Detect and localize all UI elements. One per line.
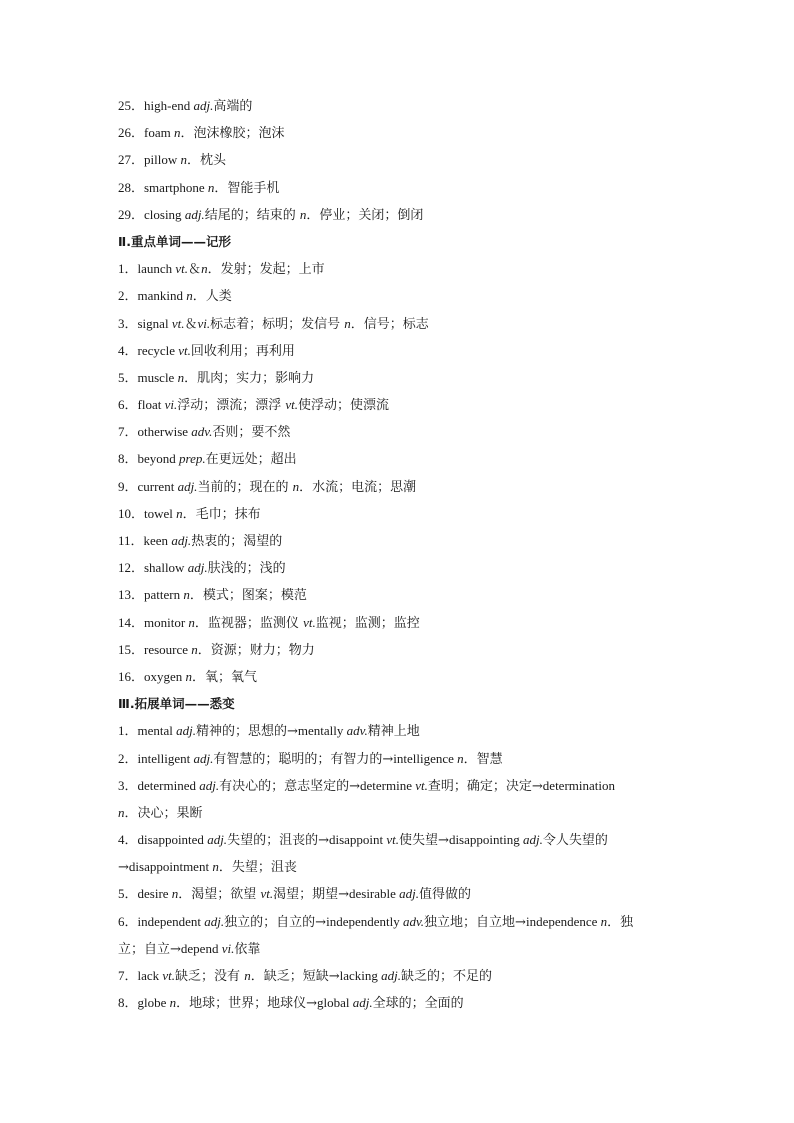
vocab-entry-line bbox=[118, 636, 680, 663]
part-of-speech: n bbox=[173, 125, 181, 141]
part-of-speech: adj. bbox=[204, 913, 225, 929]
part-of-speech: n bbox=[207, 179, 215, 195]
chinese-text: 使失望→ bbox=[399, 833, 449, 849]
part-of-speech: vt. bbox=[415, 777, 428, 793]
chinese-text: 值得做的 bbox=[419, 887, 472, 903]
vocab-entry-line bbox=[118, 989, 680, 1016]
part-of-speech: adj. bbox=[177, 478, 198, 494]
vocab-entry-line bbox=[118, 527, 680, 554]
english-text: 25．high-end bbox=[118, 98, 194, 113]
chinese-text: Ⅱ.重点单词——记形 bbox=[118, 233, 231, 249]
chinese-text: ．水流；电流；思潮 bbox=[299, 479, 417, 495]
english-text: independently bbox=[326, 913, 403, 929]
chinese-text: 有智慧的；聪明的；有智力的→ bbox=[213, 751, 394, 767]
english-text: 26．foam bbox=[118, 125, 174, 141]
english-text: 3．determined bbox=[118, 777, 200, 793]
vocab-entry-line bbox=[118, 880, 680, 907]
vocab-entry-line bbox=[118, 717, 680, 744]
chinese-text: ．渴望；欲望 bbox=[178, 887, 261, 903]
english-text: 28．smartphone bbox=[118, 179, 208, 195]
vocab-entry-line bbox=[118, 282, 680, 309]
vocab-entry-line bbox=[118, 962, 680, 989]
chinese-text: ．发射；发起；上市 bbox=[207, 262, 325, 278]
chinese-text: ．监视器；监测仪 bbox=[194, 615, 304, 631]
chinese-text: ．泡沫橡胶；泡沫 bbox=[180, 126, 285, 142]
chinese-text: ．人类 bbox=[192, 289, 232, 305]
vocab-entry-line bbox=[118, 500, 680, 527]
chinese-text: 当前的；现在的 bbox=[197, 479, 293, 495]
part-of-speech: n bbox=[180, 152, 187, 168]
english-text: 15．resource bbox=[118, 641, 192, 657]
english-text: 3．signal bbox=[118, 315, 172, 331]
part-of-speech: vi. bbox=[197, 315, 211, 331]
vocab-entry-line bbox=[118, 445, 680, 472]
english-text: 16．oxygen bbox=[118, 668, 186, 684]
vocab-entry-line bbox=[118, 146, 680, 173]
vocab-entry-line bbox=[118, 391, 680, 418]
vocab-entry-line bbox=[118, 119, 680, 146]
part-of-speech: vt. bbox=[178, 342, 191, 358]
part-of-speech: vt. bbox=[175, 261, 189, 277]
chinese-text: ．枕头 bbox=[186, 153, 226, 169]
part-of-speech: adj. bbox=[381, 968, 401, 983]
chinese-text: ．缺乏；短缺→ bbox=[250, 969, 340, 984]
chinese-text: ．资源；财力；物力 bbox=[197, 642, 315, 658]
vocab-entry-line bbox=[118, 337, 680, 364]
english-text: 6．float bbox=[118, 397, 165, 413]
part-of-speech: vt. bbox=[303, 614, 316, 630]
chinese-text: 热衷的；渴望的 bbox=[191, 534, 283, 549]
english-text: 12．shallow bbox=[118, 560, 188, 576]
part-of-speech: vt. bbox=[162, 968, 176, 983]
english-text: 2．intelligent bbox=[118, 750, 194, 766]
vocab-entry-line bbox=[118, 364, 680, 391]
chinese-text: ．氧；氧气 bbox=[192, 669, 258, 685]
english-text: 1．mental bbox=[118, 723, 177, 739]
part-of-speech: adv. bbox=[402, 913, 425, 929]
chinese-text: ．肌肉；实力；影响力 bbox=[184, 370, 315, 386]
english-text: independence bbox=[525, 913, 601, 929]
vocab-entry-line bbox=[118, 201, 680, 228]
english-text: intelligence bbox=[393, 750, 458, 766]
part-of-speech: adv. bbox=[191, 424, 213, 440]
chinese-text: 令人失望的 bbox=[542, 833, 608, 849]
english-text: 7．lack bbox=[118, 968, 163, 983]
english-text: 10．towel bbox=[118, 505, 177, 521]
english-text: disappointment bbox=[128, 859, 213, 875]
english-text: 13．pattern bbox=[118, 587, 184, 603]
english-text: disappointing bbox=[448, 832, 523, 848]
part-of-speech: adj. bbox=[522, 832, 543, 848]
chinese-text: 高端的 bbox=[213, 99, 253, 114]
part-of-speech: adj. bbox=[352, 995, 373, 1011]
part-of-speech: n bbox=[176, 505, 183, 521]
chinese-text: ．智慧 bbox=[463, 751, 503, 767]
part-of-speech: n bbox=[344, 315, 351, 331]
chinese-text: 否则；要不然 bbox=[212, 425, 291, 441]
english-text: 2．mankind bbox=[118, 288, 187, 304]
part-of-speech: adj. bbox=[193, 750, 214, 766]
chinese-text: ．模式；图案；模范 bbox=[189, 588, 307, 604]
vocab-entry-line bbox=[118, 663, 680, 690]
part-of-speech: n bbox=[183, 587, 190, 603]
chinese-text: ．毛巾；抹布 bbox=[182, 506, 261, 522]
english-text: global bbox=[317, 995, 353, 1011]
part-of-speech: n bbox=[201, 261, 208, 277]
vocab-entry-line bbox=[118, 310, 680, 337]
part-of-speech: n bbox=[457, 750, 464, 766]
chinese-text: → bbox=[118, 860, 129, 876]
part-of-speech: vt. bbox=[171, 315, 185, 331]
chinese-text: 在更远处；超出 bbox=[205, 452, 297, 468]
part-of-speech: adj. bbox=[399, 886, 420, 902]
vocab-entry-line bbox=[118, 418, 680, 445]
chinese-text: ．信号；标志 bbox=[350, 316, 429, 332]
part-of-speech: n bbox=[186, 288, 193, 304]
vocabulary-page bbox=[118, 92, 680, 1016]
part-of-speech: n bbox=[188, 614, 195, 630]
part-of-speech: n bbox=[118, 804, 125, 820]
english-text: disappoint bbox=[328, 832, 387, 848]
vocab-entry-line bbox=[118, 174, 680, 201]
section-heading bbox=[118, 690, 680, 717]
part-of-speech: n bbox=[212, 859, 219, 875]
english-text: 7．otherwise bbox=[118, 424, 192, 440]
chinese-text: 全球的；全面的 bbox=[372, 996, 464, 1012]
part-of-speech: n bbox=[185, 668, 193, 684]
chinese-text: 缺乏；没有 bbox=[175, 969, 245, 984]
vocab-entry-line bbox=[118, 745, 680, 772]
part-of-speech: vt. bbox=[285, 397, 298, 413]
part-of-speech: n bbox=[292, 478, 300, 494]
vocab-entry-line bbox=[118, 554, 680, 581]
chinese-text: ＆ bbox=[188, 262, 202, 278]
english-text: mentally bbox=[297, 723, 347, 739]
english-text: 5．muscle bbox=[118, 369, 178, 385]
part-of-speech: adj. bbox=[176, 723, 197, 739]
english-text: lacking bbox=[339, 968, 382, 983]
chinese-text: 立；自立→ bbox=[118, 941, 181, 957]
part-of-speech: n bbox=[177, 369, 185, 385]
part-of-speech: prep. bbox=[179, 451, 206, 467]
part-of-speech: vt. bbox=[386, 832, 400, 848]
english-text: 9．current bbox=[118, 478, 178, 494]
chinese-text: 查明；确定；决定→ bbox=[427, 778, 543, 794]
chinese-text: 有决心的；意志坚定的→ bbox=[219, 778, 361, 794]
chinese-text: 浮动；漂流；漂浮 bbox=[177, 398, 286, 414]
part-of-speech: adj. bbox=[199, 777, 220, 793]
chinese-text: 缺乏的；不足的 bbox=[400, 969, 492, 984]
english-text: determine bbox=[360, 777, 416, 793]
vocab-entry-line bbox=[118, 772, 680, 799]
part-of-speech: adj. bbox=[187, 560, 208, 576]
chinese-text: 精神上地 bbox=[367, 724, 420, 740]
chinese-text: ．地球；世界；地球仪→ bbox=[176, 996, 318, 1012]
part-of-speech: adj. bbox=[171, 533, 192, 548]
english-text: desirable bbox=[348, 886, 400, 902]
part-of-speech: vt. bbox=[260, 886, 274, 902]
chinese-text: 监视；监测；监控 bbox=[315, 615, 420, 631]
english-text: 6．independent bbox=[118, 913, 205, 929]
chinese-text: 独立地；自立地→ bbox=[424, 914, 526, 930]
part-of-speech: n bbox=[171, 886, 179, 902]
chinese-text: ．决心；果断 bbox=[124, 805, 203, 821]
vocab-entry-line bbox=[118, 799, 680, 826]
chinese-text: ．失望；沮丧 bbox=[218, 860, 297, 876]
english-text: 4．recycle bbox=[118, 342, 179, 358]
part-of-speech: n bbox=[244, 968, 251, 983]
part-of-speech: n bbox=[600, 913, 608, 929]
vocab-entry-line bbox=[118, 826, 680, 853]
part-of-speech: n bbox=[191, 641, 198, 657]
part-of-speech: adj. bbox=[207, 832, 228, 848]
vocab-entry-line bbox=[118, 473, 680, 500]
chinese-text: 独立的；自立的→ bbox=[224, 914, 327, 930]
english-text: 14．monitor bbox=[118, 614, 189, 630]
chinese-text: 使浮动；使漂流 bbox=[298, 398, 390, 414]
part-of-speech: adv. bbox=[346, 723, 368, 739]
part-of-speech: vi. bbox=[221, 940, 235, 956]
english-text: depend bbox=[180, 940, 222, 956]
english-text: 8．beyond bbox=[118, 451, 180, 467]
vocab-entry-line bbox=[118, 908, 680, 935]
part-of-speech: adj. bbox=[193, 98, 214, 113]
english-text: 11．keen bbox=[118, 533, 172, 548]
vocab-entry-line bbox=[118, 935, 680, 962]
english-text: 29．closing bbox=[118, 206, 185, 222]
part-of-speech: n bbox=[299, 206, 307, 222]
chinese-text: 依靠 bbox=[234, 941, 261, 957]
chinese-text: 标志着；标明；发信号 bbox=[210, 316, 345, 332]
chinese-text: 肤浅的；浅的 bbox=[207, 561, 286, 577]
english-text: determination bbox=[542, 777, 615, 793]
english-text: 5．desire bbox=[118, 886, 172, 902]
section-heading bbox=[118, 228, 680, 255]
part-of-speech: n bbox=[169, 995, 177, 1011]
vocab-entry-line bbox=[118, 853, 680, 880]
chinese-text: ．智能手机 bbox=[214, 180, 280, 196]
english-text: 27．pillow bbox=[118, 152, 181, 168]
chinese-text: 失望的；沮丧的→ bbox=[227, 833, 329, 849]
english-text: 1．launch bbox=[118, 261, 176, 277]
chinese-text: ．停业；关闭；倒闭 bbox=[306, 207, 424, 223]
chinese-text: ＆ bbox=[184, 316, 198, 332]
english-text: 8．globe bbox=[118, 995, 170, 1011]
chinese-text: ．独 bbox=[607, 914, 634, 930]
english-text: 4．disappointed bbox=[118, 832, 208, 848]
chinese-text: 回收利用；再利用 bbox=[190, 343, 295, 359]
chinese-text: Ⅲ.拓展单词——悉变 bbox=[118, 696, 235, 712]
chinese-text: 结尾的；结束的 bbox=[204, 207, 300, 223]
part-of-speech: vi. bbox=[164, 397, 178, 413]
chinese-text: 精神的；思想的→ bbox=[196, 724, 298, 740]
part-of-speech: adj. bbox=[184, 206, 205, 222]
vocab-entry-line bbox=[118, 255, 680, 282]
vocab-entry-line bbox=[118, 581, 680, 608]
vocab-entry-line bbox=[118, 92, 680, 119]
chinese-text: 渴望；期望→ bbox=[273, 887, 349, 903]
vocab-entry-line bbox=[118, 609, 680, 636]
